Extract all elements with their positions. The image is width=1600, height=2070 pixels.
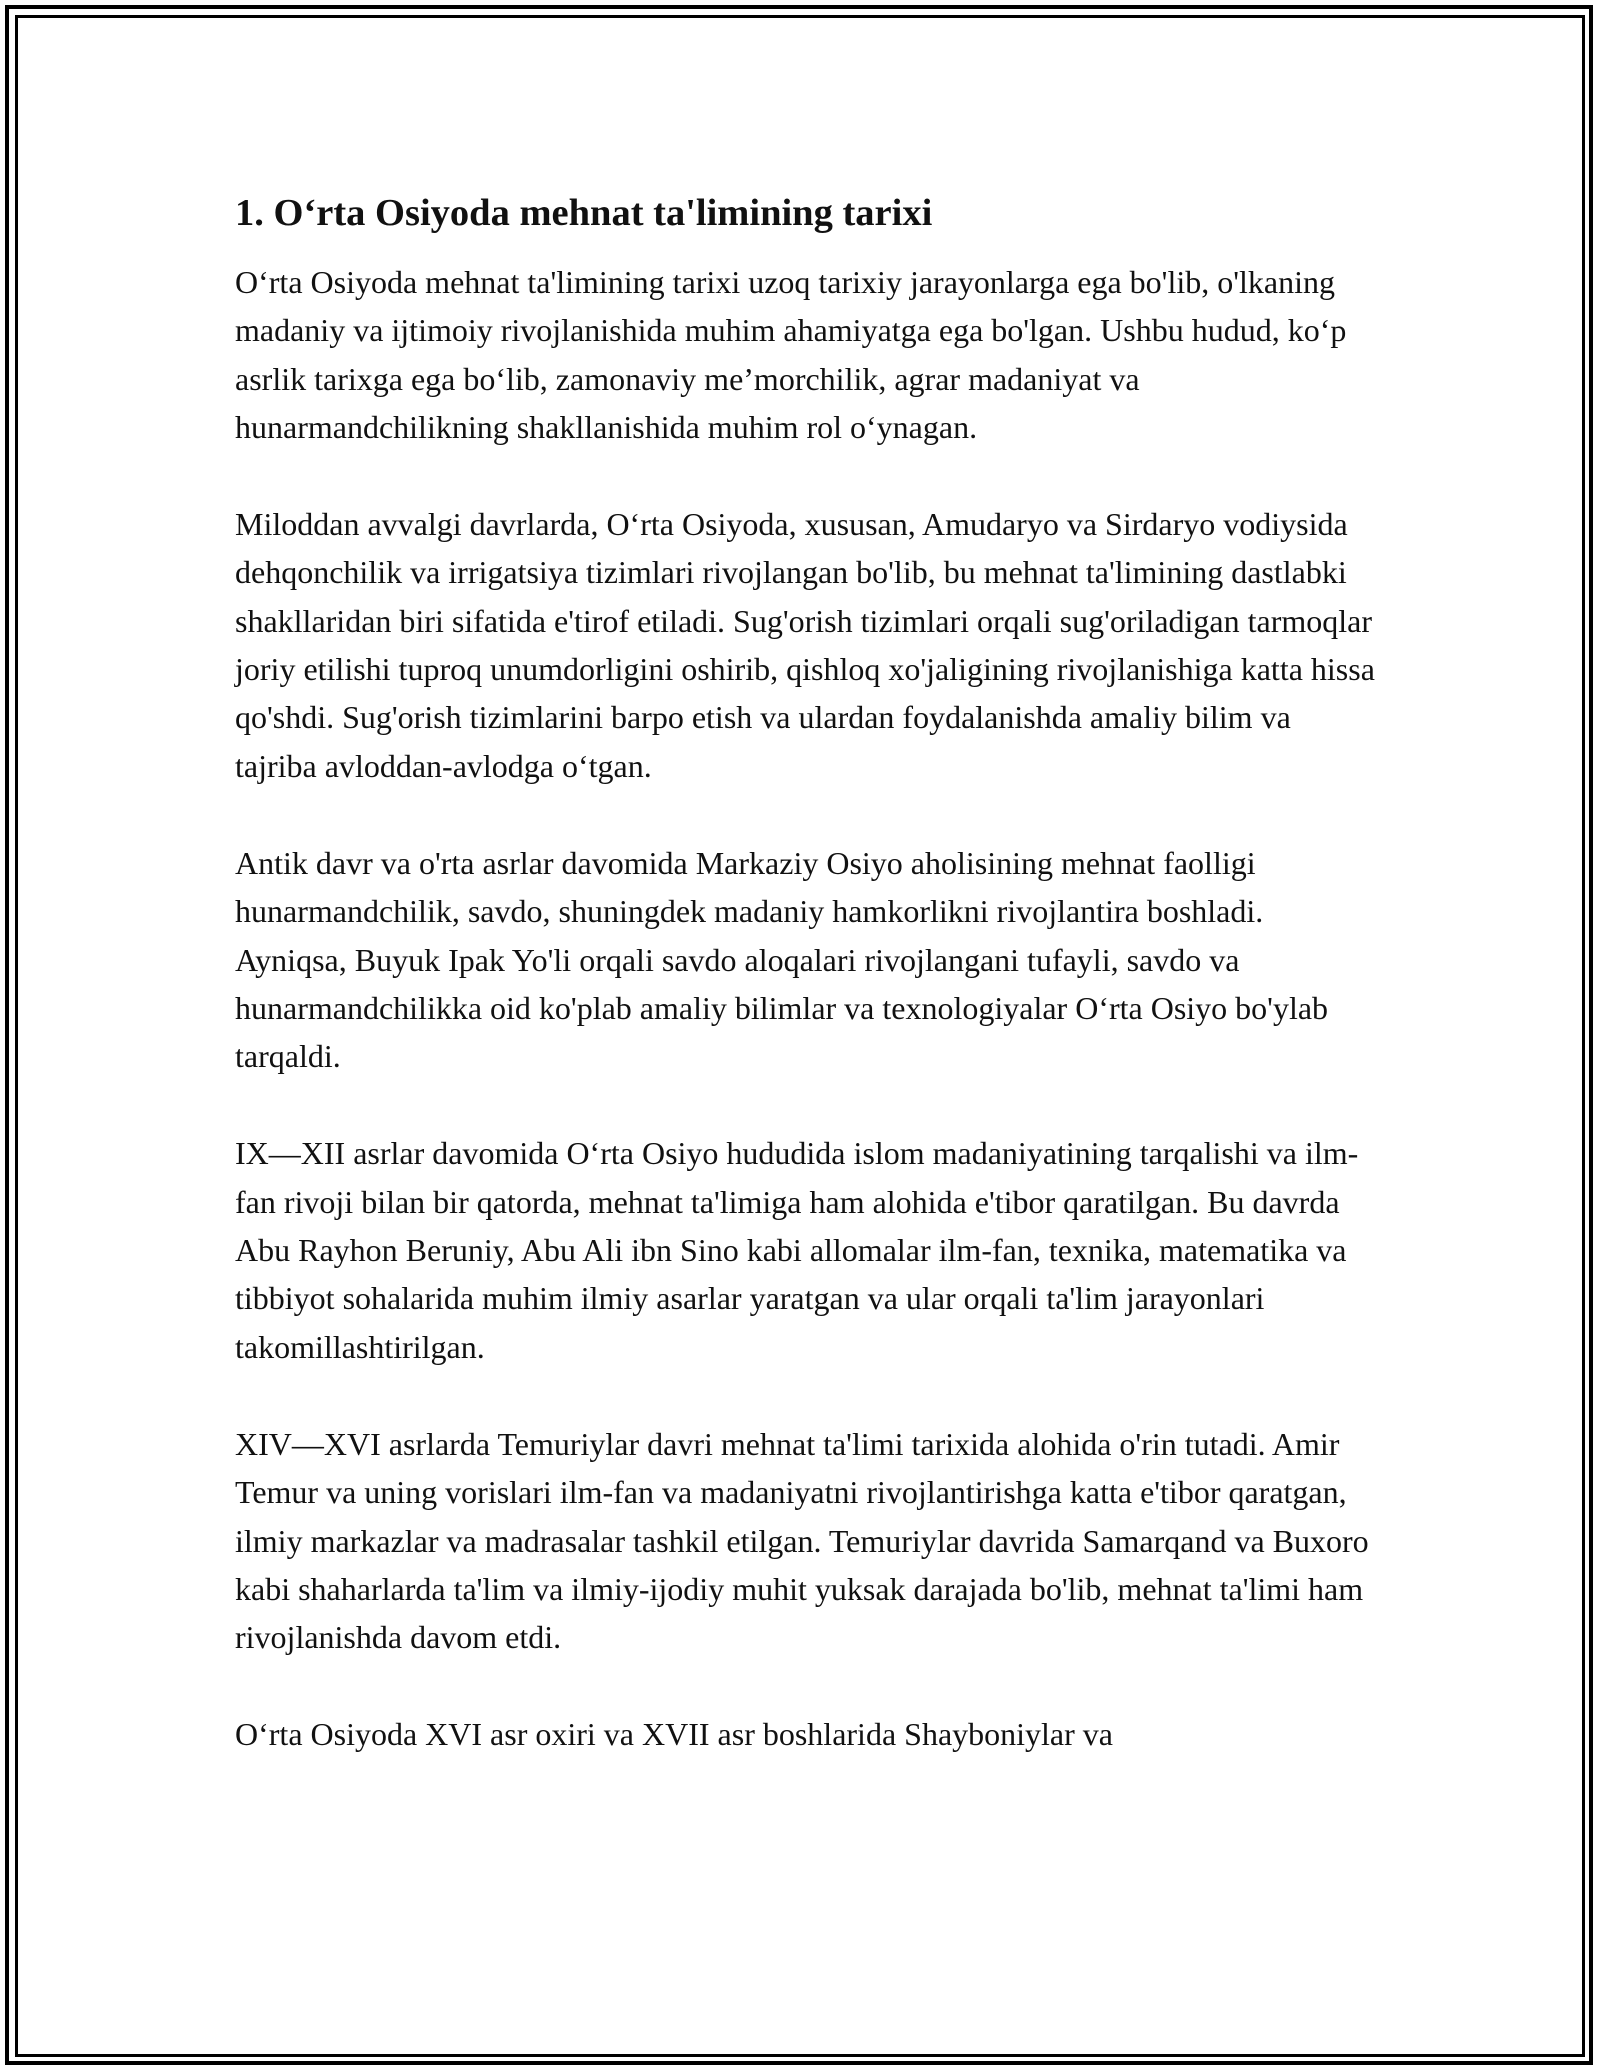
paragraph-5: XIV—XVI asrlarda Temuriylar davri mehnat ta'limi tarixida alohida o'rin tutadi. Amir Temur va uning vorislari ilm-fan va madaniyatni rivojlantirishga katta e'tibor qaratgan, ilmiy markazlar va madrasalar tashkil etilgan. Temuriylar davrida Samarqand va Buxoro kabi shaharlarda ta'lim va ilmiy-ijodiy muhit yuksak darajada bo'lib, mehnat ta'limi ham rivojlanishda davom etdi.	[235, 1425, 1369, 1656]
paragraph-6: O‘rta Osiyoda XVI asr oxiri va XVII asr boshlarida Shayboniylar va	[235, 1716, 1113, 1753]
paragraph-3: Antik davr va o'rta asrlar davomida Markaziy Osiyo aholisining mehnat faolligi hunarmandchilik, savdo, shuningdek madaniy hamkorlikni rivojlantira boshladi. Ayniqsa, Buyuk Ipak Yo'li orqali savdo aloqalari rivojlangani tufayli, savdo va hunarmandchilikka oid ko'plab amaliy bilimlar va texnologiyalar O‘rta Osiyo bo'ylab tarqaldi.	[235, 844, 1329, 1075]
section-heading: 1. O‘rta Osiyoda mehnat ta'limining tarixi	[235, 192, 933, 234]
paragraph-4: IX—XII asrlar davomida O‘rta Osiyo hududida islom madaniyatining tarqalishi va ilm-fan rivoji bilan bir qatorda, mehnat ta'limiga ham alohida e'tibor qaratilgan. Bu davrda Abu Rayhon Beruniy, Abu Ali ibn Sino kabi allomalar ilm-fan, texnika, matematika va tibbiyot sohalarida muhim ilmiy asarlar yaratgan va ular orqali ta'lim jarayonlari takomillashtirilgan.	[235, 1135, 1359, 1365]
paragraph-2: Miloddan avvalgi davrlarda, O‘rta Osiyoda, xususan, Amudaryo va Sirdaryo vodiysida dehqonchilik va irrigatsiya tizimlari rivojlangan bo'lib, bu mehnat ta'limining dastlabki shakllaridan biri sifatida e'tirof etiladi. Sug'orish tizimlari orqali sug'oriladigan tarmoqlar joriy etilishi tuproq unumdorligini oshirib, qishloq xo'jaligining rivojlanishiga katta hissa qo'shdi. Sug'orish tizimlarini barpo etish va ulardan foydalanishda amaliy bilim va tajriba avloddan-avlodga o‘tgan.	[235, 506, 1375, 784]
paragraph-1: O‘rta Osiyoda mehnat ta'limining tarixi uzoq tarixiy jarayonlarga ega bo'lib, o'lkaning madaniy va ijtimoiy rivojlanishida muhim ahamiyatga ega bo'lgan. Ushbu hudud, ko‘p asrlik tarixga ega bo‘lib, zamonaviy me’morchilik, agrar madaniyat va hunarmandchilikning shakllanishida muhim rol o‘ynagan.	[235, 264, 1347, 445]
document-body	[235, 188, 1375, 1759]
